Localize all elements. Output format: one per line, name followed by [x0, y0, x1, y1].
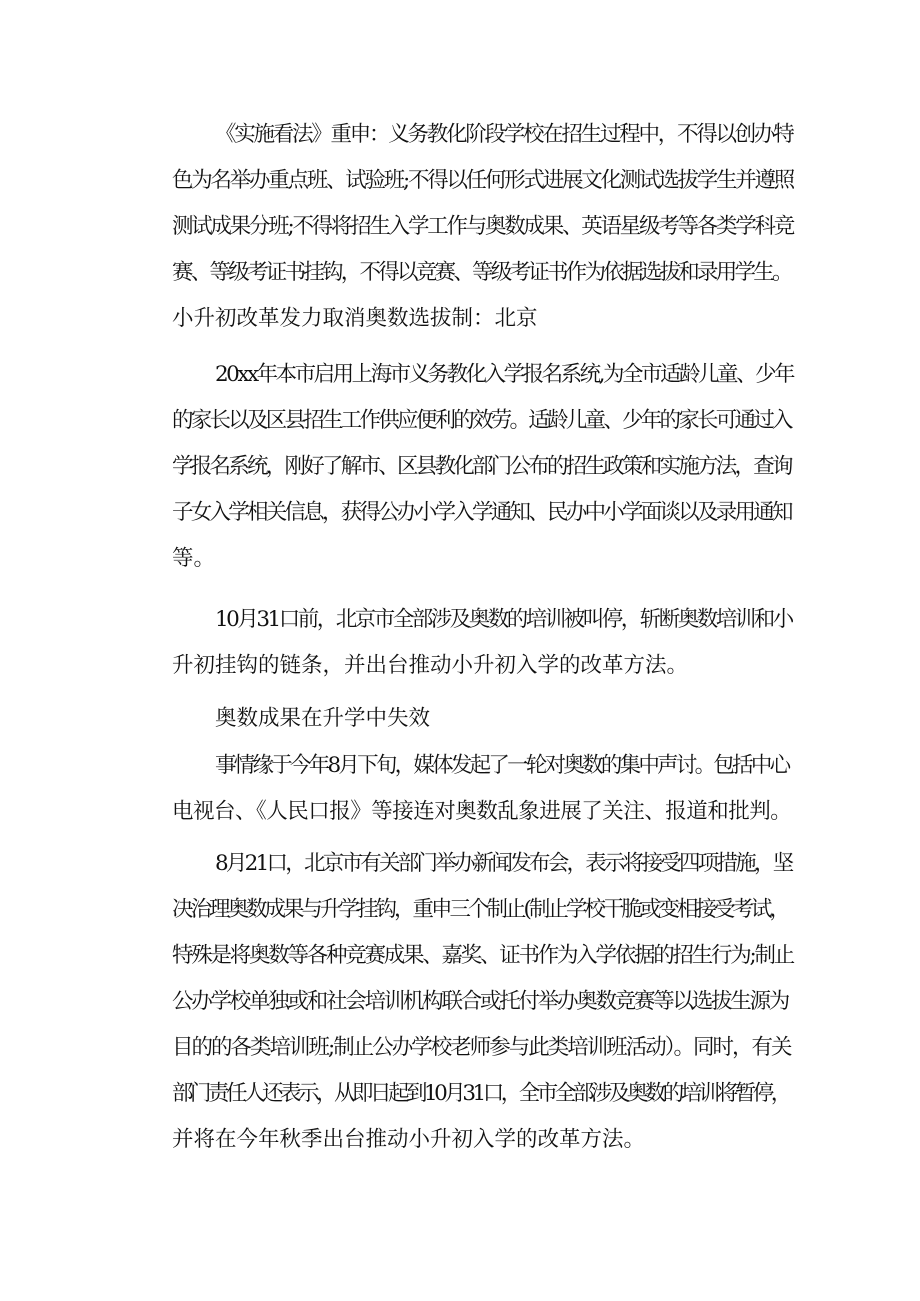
text-line: 公办学校单独或和社会培训机构联合或托付举办奥数竞赛等以选拔生源为 — [172, 989, 789, 1014]
paragraph-media-criticism — [172, 743, 794, 835]
text-line: 决治理奥数成果与升学挂钩，重申三个制止(制止学校干脆或变相接受考试， — [172, 897, 788, 922]
text-line: 小升初改革发力取消奥数选拔制：北京 — [172, 306, 538, 331]
text-line: 学报名系统，刚好了解市、区县教化部门公布的招生政策和实施方法，查询 — [172, 454, 791, 479]
text-line: 等。 — [172, 546, 216, 571]
text-line: 8月21口，北京市有关部门举办新闻发布会，表示将接受四项措施，坚 — [215, 851, 792, 876]
text-line: 20xx年本市启用上海市义务教化入学报名系统,为全市适龄儿童、少年 — [215, 362, 793, 387]
text-line: 升初挂钩的链条，并出台推动小升初入学的改革方法。 — [172, 653, 689, 678]
text-line: 部门责任人还表示，从即日起到10月31口，全市全部涉及奥数的培训将暂停， — [172, 1081, 789, 1106]
text-line: 事情缘于今年8月下旬，媒体发起了一轮对奥数的集中声讨。包括中心 — [215, 753, 789, 778]
text-line: 的家长以及区县招生工作供应便利的效劳。适龄儿童、少年的家长可通过入 — [172, 408, 791, 433]
paragraph-shanghai-system — [172, 352, 794, 582]
text-line: 赛、等级考证书挂钩，不得以竞赛、等级考证书作为依据选拔和录用学生。 — [172, 260, 791, 285]
section-heading — [172, 696, 794, 742]
paragraph-beijing-ban — [172, 597, 794, 689]
paragraph-implementation-opinion — [172, 112, 794, 342]
text-line: 并将在今年秋季出台推动小升初入学的改革方法。 — [172, 1127, 646, 1152]
text-line: 子女入学相关信息，获得公办小学入学通知、民办中小学面谈以及录用通知 — [172, 500, 791, 525]
text-line: 电视台、《人民口报》等接连对奥数乱象进展了关注、报道和批判。 — [172, 799, 792, 824]
text-line: 目的的各类培训班;制止公办学校老师参与此类培训班活动）。同时，有关 — [172, 1035, 791, 1060]
heading-text: 奥数成果在升学中失效 — [215, 706, 431, 731]
text-line: 10月31口前，北京市全部涉及奥数的培训被叫停，斩断奥数培训和小 — [215, 607, 792, 632]
text-line: 特殊是将奥数等各种竞赛成果、嘉奖、证书作为入学依据的招生行为;制止 — [172, 943, 793, 968]
text-line: 色为名举办重点班、试验班;不得以任何形式进展文化测试选拔学生并遵照 — [172, 168, 793, 193]
paragraph-press-conference — [172, 841, 794, 1163]
text-line: 测试成果分班;不得将招生入学工作与奥数成果、英语星级考等各类学科竞 — [172, 214, 793, 239]
text-line: 《实施看法》重申：义务教化阶段学校在招生过程中，不得以创办特 — [215, 122, 793, 147]
